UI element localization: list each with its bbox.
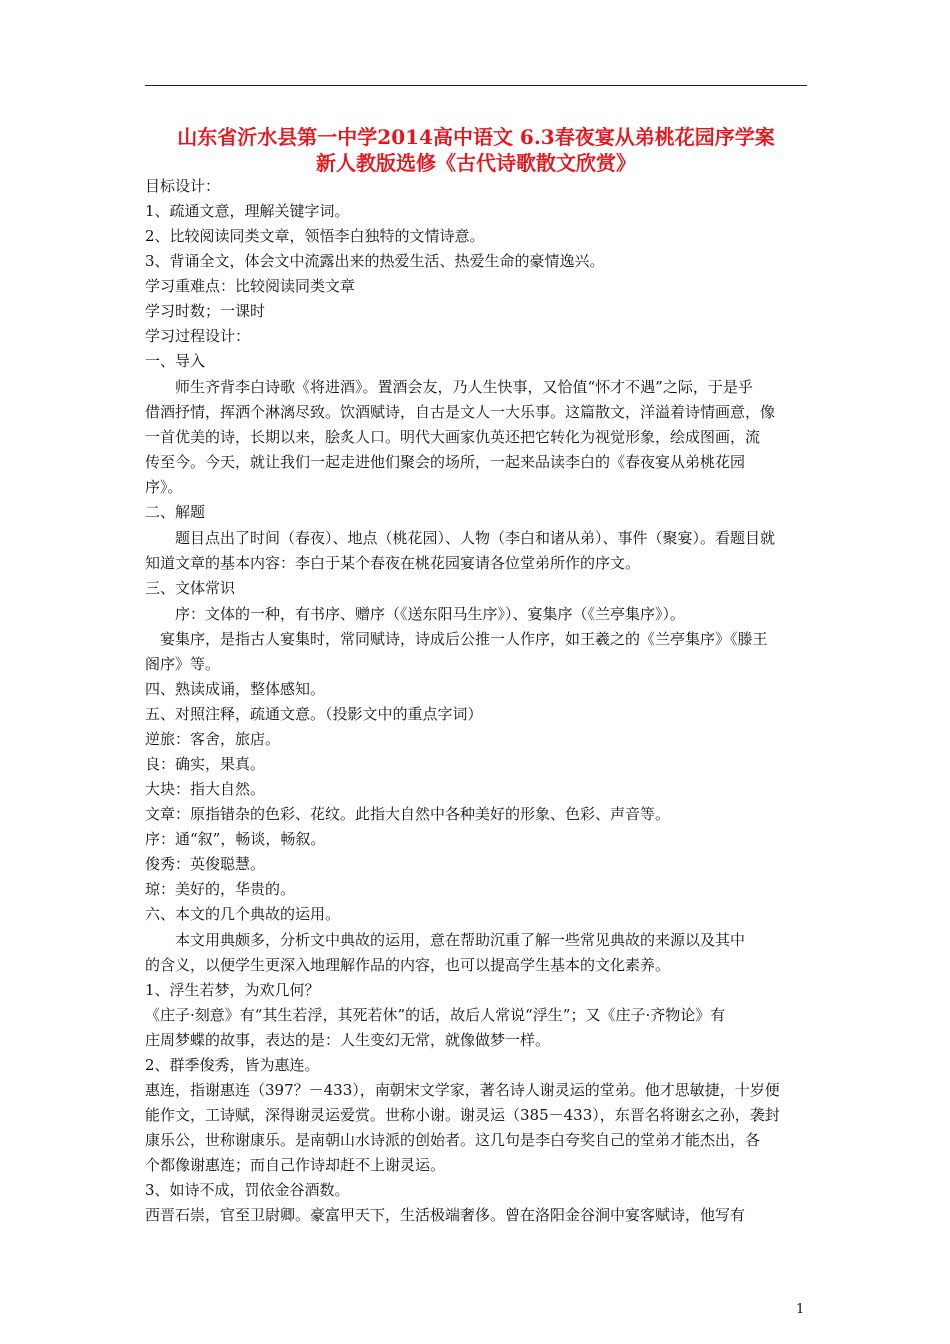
paragraph-line: 能作文，工诗赋，深得谢灵运爱赏。世称小谢。谢灵运（385－433），东晋名将谢玄之孙，袭封 [145,1106,780,1124]
section-heading: 六、本文的几个典故的运用。 [145,905,341,923]
section-heading: 一、导入 [145,352,206,370]
allusion-heading: 2、群季俊秀，皆为惠连。 [145,1056,320,1074]
paragraph-line: 惠连，指谢惠连（397？－433），南朝宋文学家，著名诗人谢灵运的堂弟。他才思敏捷，十岁便 [145,1081,780,1099]
goal-item: 3、背诵全文，体会文中流露出来的热爱生活、热爱生命的豪情逸兴。 [145,252,605,270]
glossary-item: 良：确实，果真。 [145,755,266,773]
glossary-item: 文章：原指错杂的色彩、花纹。此指大自然中各种美好的形象、色彩、声音等。 [145,805,671,823]
paragraph-line: 借酒抒情，挥洒个淋漓尽致。饮酒赋诗，自古是文人一大乐事。这篇散文，洋溢着诗情画意，像 [145,403,776,421]
goal-item: 1、疏通文意，理解关键字词。 [145,202,350,220]
paragraph-line: 个都像谢惠连；而自己作诗却赶不上谢灵运。 [145,1156,446,1174]
section-heading: 二、解题 [145,503,206,521]
glossary-item: 逆旅：客舍，旅店。 [145,730,281,748]
allusion-heading: 1、浮生若梦，为欢几何？ [145,981,320,999]
paragraph-line: 一首优美的诗，长期以来，脍炙人口。明代大画家仇英还把它转化为视觉形象，绘成图画，流 [145,428,761,446]
paragraph-line: 序：文体的一种，有书序、赠序（《送东阳马生序》）、宴集序（《兰亭集序》）。 [175,605,686,623]
goal-item: 2、比较阅读同类文章，领悟李白独特的文情诗意。 [145,227,485,245]
paragraph-line: 《庄子·刻意》有“其生若浮，其死若休”的话，故后人常说“浮生”；又《庄子·齐物论》有 [145,1006,726,1024]
page-number: 1 [796,1302,805,1317]
glossary-item: 大块：指大自然。 [145,780,266,798]
paragraph-line: 知道文章的基本内容：李白于某个春夜在桃花园宴请各位堂弟所作的序文。 [145,554,641,572]
header-rule [145,85,807,86]
paragraph-line: 阁序》等。 [145,655,221,673]
paragraph-line: 宴集序，是指古人宴集时，常同赋诗，诗成后公推一人作序，如王羲之的《兰亭集序》《滕王 [160,630,768,648]
paragraph-line: 题目点出了时间（春夜）、地点（桃花园）、人物（李白和诸从弟）、事件（聚宴）。看题目就 [175,529,776,547]
paragraph-line: 西晋石崇，官至卫尉卿。豪富甲天下，生活极端奢侈。曾在洛阳金谷涧中宴客赋诗，他写有 [145,1206,746,1224]
section-heading: 三、文体常识 [145,579,236,597]
document-title-line-2: 新人教版选修《古代诗歌散文欣赏》 [316,151,636,175]
allusion-heading: 3、如诗不成，罚依金谷酒数。 [145,1181,350,1199]
paragraph-line: 传至今。今天，就让我们一起走进他们聚会的场所，一起来品读李白的《春夜宴从弟桃花园 [145,453,746,471]
paragraph-line: 庄周梦蝶的故事，表达的是：人生变幻无常，就像做梦一样。 [145,1031,551,1049]
paragraph-line: 序》。 [145,478,183,496]
paragraph-line: 的含义，以便学生更深入地理解作品的内容，也可以提高学生基本的文化素养。 [145,956,671,974]
key-points: 学习重难点：比较阅读同类文章 [145,277,356,295]
section-heading: 五、对照注释，疏通文意。（投影文中的重点字词） [145,705,483,723]
glossary-item: 俊秀：英俊聪慧。 [145,855,266,873]
document-title-line-1: 山东省沂水县第一中学2014高中语文 6.3春夜宴从弟桃花园序学案 [177,125,775,149]
study-time: 学习时数；一课时 [145,302,266,320]
glossary-item: 琼：美好的，华贵的。 [145,880,296,898]
section-heading: 目标设计： [145,177,221,195]
paragraph-line: 本文用典颇多，分析文中典故的运用，意在帮助沉重了解一些常见典故的来源以及其中 [175,931,746,949]
paragraph-line: 康乐公，世称谢康乐。是南朝山水诗派的创始者。这几句是李白夸奖自己的堂弟才能杰出，各 [145,1131,761,1149]
glossary-item: 序：通“叙”，畅谈，畅叙。 [145,830,326,848]
paragraph-line: 师生齐背李白诗歌《将进酒》。置酒会友，乃人生快事，又恰值“怀才不遇”之际，于是乎 [175,378,753,396]
section-heading: 学习过程设计： [145,327,251,345]
section-heading: 四、熟读成诵，整体感知。 [145,680,326,698]
